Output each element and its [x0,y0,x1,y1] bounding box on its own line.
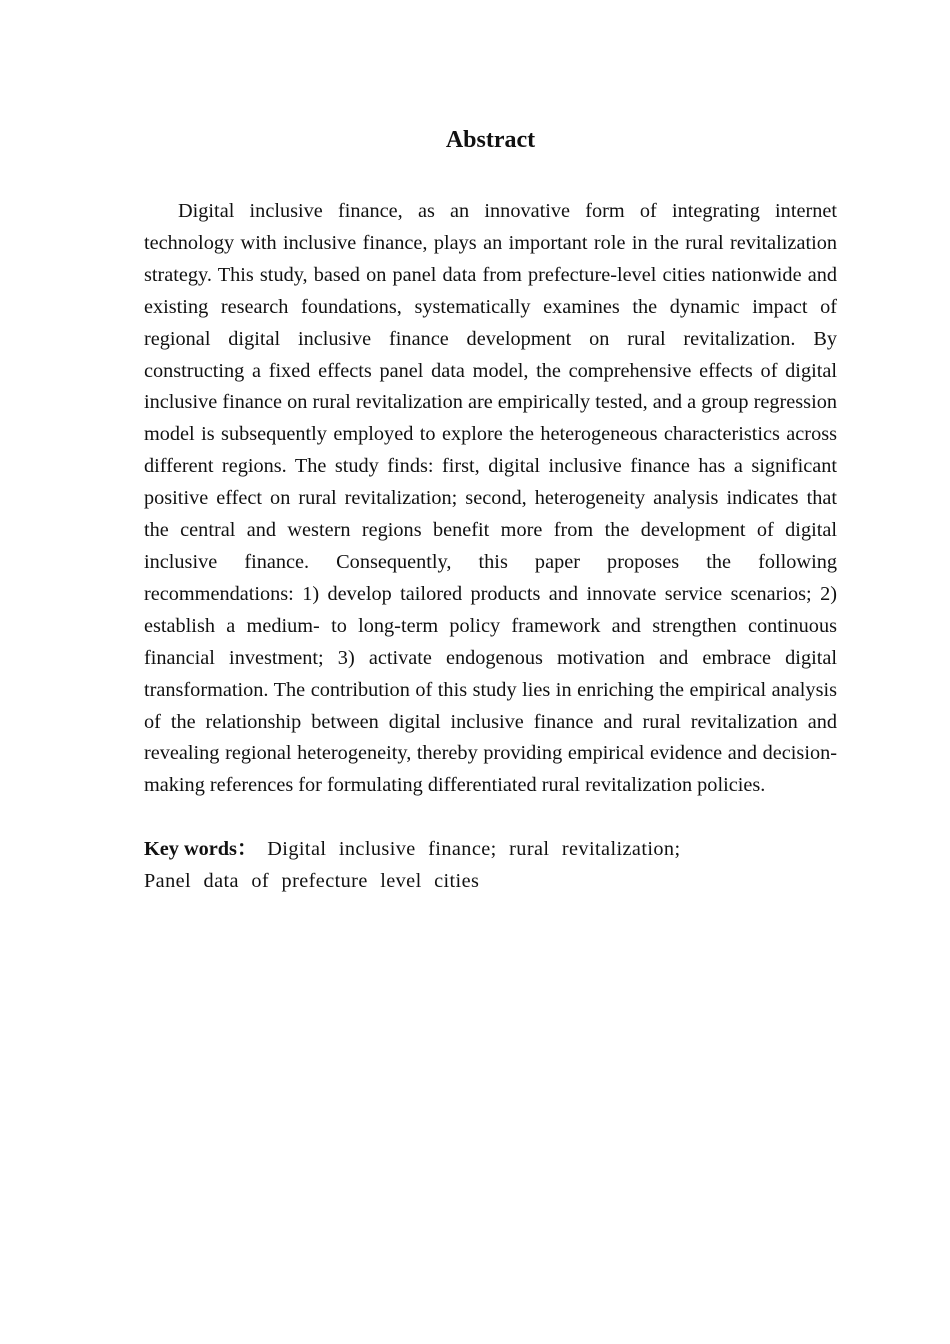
keywords-colon: ： [236,838,258,861]
keywords-line-2: Panel data of prefecture level cities [144,870,480,893]
abstract-paragraph: Digital inclusive finance, as an innovative form of integrating internet technology with inclusive finance, plays an important role in the rural revitalization strategy. This study, based on panel data from prefecture-level cities nationwide and existing research foundations, systematically examines the dynamic impact of regional digital inclusive finance development on rural revitalization. By constructing a fixed effects panel data model, the comprehensive effects of digital inclusive finance on rural revitalization are empirically tested, and a group regression model is subsequently employed to explore the heterogeneous characteristics across different regions. The study finds: first, digital inclusive finance has a significant positive effect on rural revitalization; second, heterogeneity analysis indicates that the central and western regions benefit more from the development of digital inclusive finance. Consequently, this paper proposes the following recommendations: 1) develop tailored products and innovate service scenarios; 2) establish a medium- to long-term policy framework and strengthen continuous financial investment; 3) activate endogenous motivation and embrace digital transformation. The contribution of this study lies in enriching the empirical analysis of the relationship between digital inclusive finance and rural revitalization and revealing regional heterogeneity, thereby providing empirical evidence and decision-making references for formulating differentiated rural revitalization policies. [144,200,837,797]
abstract-title: Abstract [445,127,536,153]
keywords-block [144,833,837,897]
keywords-line-1: Digital inclusive finance; rural revitalization; [267,838,681,861]
keywords-label: Key words [144,838,237,861]
abstract-section [144,122,837,897]
